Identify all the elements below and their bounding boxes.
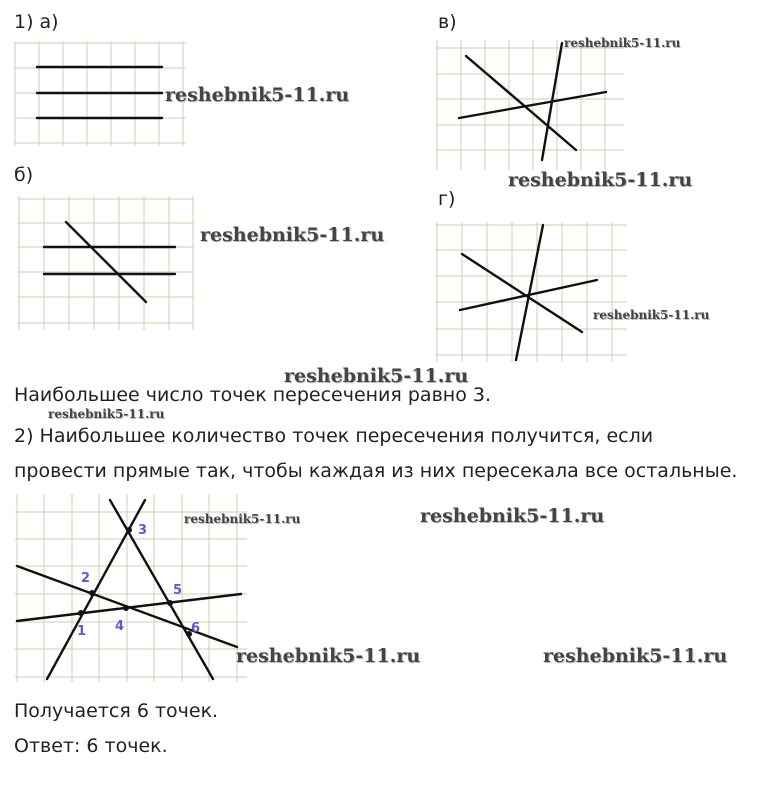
watermark: reshebnik5-11.ru [593, 308, 710, 322]
intersection-point-5 [167, 600, 173, 606]
figure-a-parallel-lines [14, 42, 186, 146]
intersection-point-3 [126, 527, 132, 533]
figure-g-lines [435, 222, 627, 362]
label-g: г) [438, 188, 456, 210]
line-2d [110, 500, 213, 679]
watermark: reshebnik5-11.ru [284, 365, 469, 387]
result-text: Получается 6 точек. [14, 700, 219, 722]
figure-b-lines [18, 196, 194, 330]
figure-v-lines [436, 40, 624, 170]
line-2c [47, 500, 148, 679]
part2-line2: провести прямые так, чтобы каждая из них пересекала все остальные. [14, 460, 738, 482]
line-v1 [466, 56, 576, 150]
watermark: reshebnik5-11.ru [184, 512, 301, 526]
intersection-point-2 [89, 590, 95, 596]
final-answer: Ответ: 6 точек. [14, 735, 168, 757]
watermark: reshebnik5-11.ru [420, 505, 605, 527]
line-g1 [462, 254, 582, 332]
answer-part1: Наибольшее число точек пересечения равно 3. [14, 384, 491, 406]
watermark: reshebnik5-11.ru [165, 84, 350, 106]
watermark: reshebnik5-11.ru [543, 645, 728, 667]
point-label-6: 6 [191, 621, 201, 636]
watermark: reshebnik5-11.ru [48, 407, 165, 421]
watermark: reshebnik5-11.ru [236, 645, 421, 667]
point-label-1: 1 [77, 624, 87, 639]
figure-g-grid [435, 222, 627, 362]
watermark: reshebnik5-11.ru [200, 224, 385, 246]
line-b3 [66, 222, 146, 302]
intersection-point-1 [78, 610, 84, 616]
watermark: reshebnik5-11.ru [564, 36, 681, 50]
label-b: б) [14, 164, 34, 186]
watermark: reshebnik5-11.ru [508, 169, 693, 191]
point-label-2: 2 [81, 571, 91, 586]
part2-line1: 2) Наибольшее количество точек пересечения получится, если [14, 425, 654, 447]
intersection-point-4 [123, 605, 129, 611]
label-1a: 1) а) [14, 11, 59, 33]
label-v: в) [438, 11, 457, 33]
point-label-5: 5 [173, 583, 183, 598]
point-label-4: 4 [115, 619, 125, 634]
point-label-3: 3 [138, 523, 148, 538]
